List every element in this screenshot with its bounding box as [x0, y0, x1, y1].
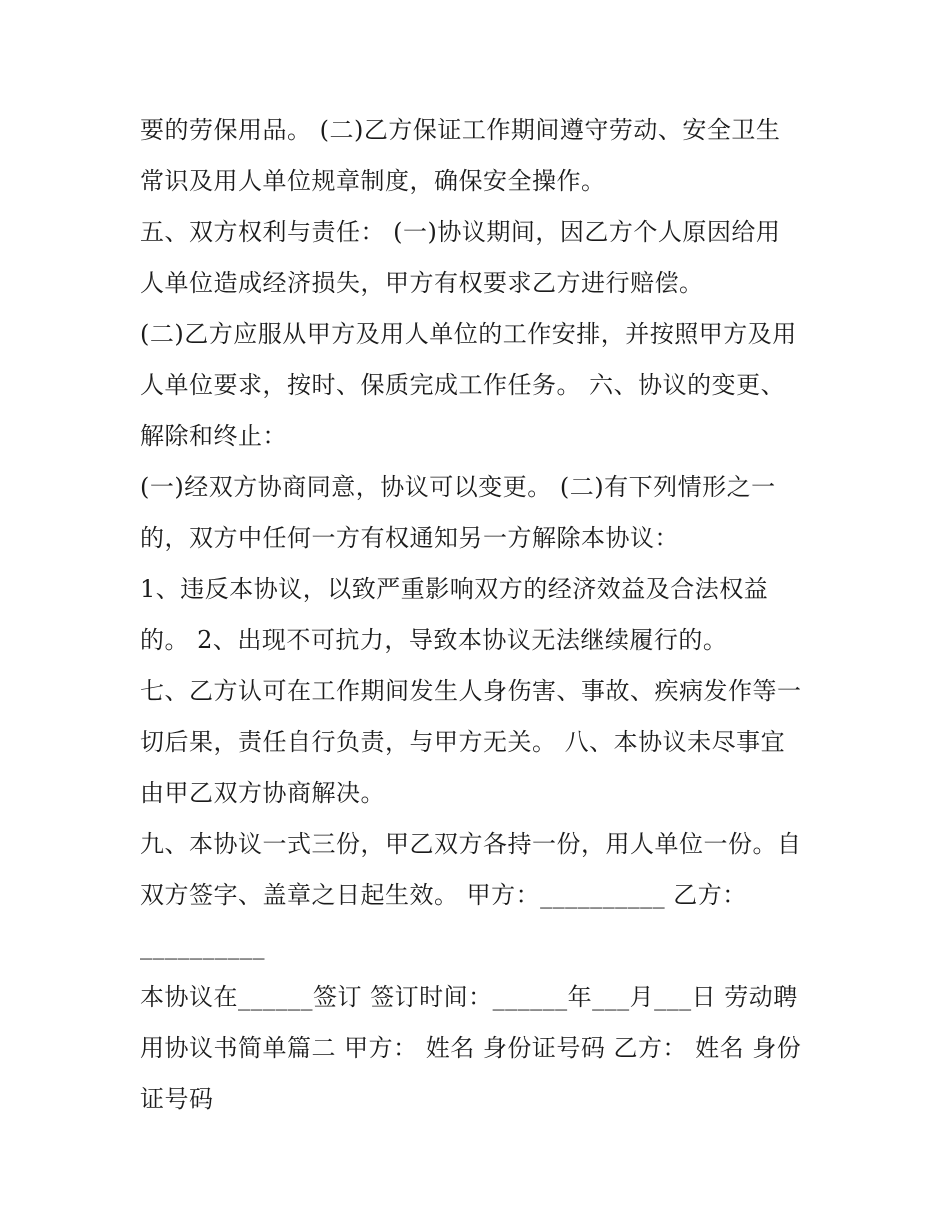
text-line: 本协议在______签订 签订时间：______年___月___日 劳动聘 [140, 983, 798, 1011]
text-line: 人单位造成经济损失，甲方有权要求乙方进行赔偿。 [140, 269, 704, 297]
text-line: 五、双方权利与责任： (一)协议期间，因乙方个人原因给用 [140, 218, 781, 246]
text-line: 由甲乙双方协商解决。 [140, 779, 385, 807]
text-line: 用协议书简单篇二 甲方： 姓名 身份证号码 乙方： 姓名 身份 [140, 1034, 802, 1062]
text-line: 证号码 [140, 1085, 214, 1113]
text-line: 双方签字、盖章之日起生效。 甲方：__________ 乙方： [140, 881, 747, 909]
text-line: 切后果，责任自行负责，与甲方无关。 八、本协议未尽事宜 [140, 728, 786, 756]
text-line: 七、乙方认可在工作期间发生人身伤害、事故、疾病发作等一 [140, 677, 802, 705]
text-line: 人单位要求，按时、保质完成工作任务。 六、协议的变更、 [140, 371, 786, 399]
text-line: 的。 2、出现不可抗力，导致本协议无法继续履行的。 [140, 626, 728, 654]
document-body [140, 105, 820, 1125]
text-line: 要的劳保用品。 (二)乙方保证工作期间遵守劳动、安全卫生 [140, 116, 781, 144]
text-line: 九、本协议一式三份，甲乙双方各持一份，用人单位一份。自 [140, 830, 802, 858]
text-line: (一)经双方协商同意，协议可以变更。 (二)有下列情形之一 [140, 473, 776, 501]
text-line: 1、违反本协议，以致严重影响双方的经济效益及合法权益 [140, 575, 769, 603]
text-line: 解除和终止： [140, 422, 287, 450]
text-line: 的，双方中任何一方有权通知另一方解除本协议： [140, 524, 679, 552]
text-line: 常识及用人单位规章制度，确保安全操作。 [140, 167, 606, 195]
text-line: (二)乙方应服从甲方及用人单位的工作安排，并按照甲方及用 [140, 320, 797, 348]
text-line: __________ [140, 932, 265, 960]
